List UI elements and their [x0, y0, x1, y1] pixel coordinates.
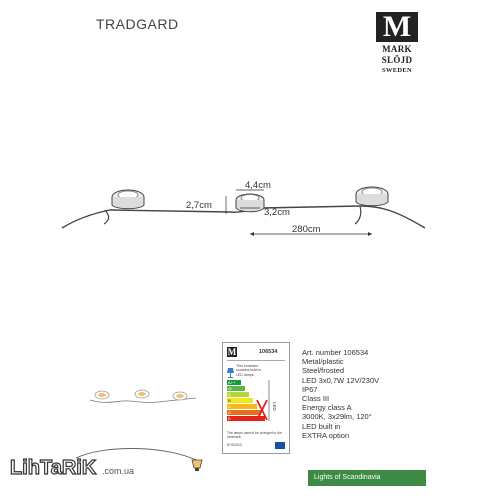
- spotlight-middle: [236, 194, 264, 212]
- energy-label-number: 106534: [259, 349, 278, 355]
- spec-led: LED 3x0,7W 12V/230V: [302, 375, 380, 385]
- specifications-list: [302, 348, 379, 440]
- spec-color: 3000K, 3x29lm, 120°: [302, 412, 372, 422]
- spec-extra: EXTRA option: [302, 430, 350, 440]
- brand-logo: [376, 12, 418, 82]
- spec-builtin: LED built in: [302, 421, 341, 431]
- diameter-label: 4,4cm: [245, 180, 271, 191]
- energy-label-divider: [227, 360, 285, 361]
- logo-line-2: SLÖJD: [381, 55, 413, 65]
- grade-a-plus: A+: [228, 386, 234, 392]
- energy-label-footer-note: The lamps cannot be changed in the luminaire.: [227, 431, 282, 439]
- grade-c: C: [228, 404, 231, 410]
- spec-energy: Energy class A: [302, 403, 352, 413]
- product-title: TRADGARD: [96, 16, 179, 32]
- product-dimension-diagram: [0, 150, 500, 260]
- energy-label-card: [222, 342, 290, 454]
- grade-b: B: [228, 398, 231, 404]
- logo-line-1: MARK: [382, 44, 412, 54]
- spotlight-right: [356, 187, 388, 206]
- watermark-domain: .com.ua: [102, 466, 135, 476]
- spec-class: Class III: [302, 394, 330, 404]
- energy-label-logo: M: [227, 347, 237, 357]
- height-label: 2,7cm: [186, 200, 212, 211]
- inner-diameter-label: 3,2cm: [264, 207, 290, 218]
- logo-line-3: SWEDEN: [382, 67, 412, 74]
- product-photo: [88, 386, 198, 410]
- lamp-icon: [227, 365, 234, 375]
- energy-label-regulation: 874/2012: [227, 443, 242, 447]
- grade-a: A: [228, 392, 231, 398]
- spec-finish: Steel/frosted: [302, 366, 345, 376]
- spec-ip: IP67: [302, 384, 318, 394]
- spotlight-left: [112, 190, 144, 209]
- energy-label-note: This luminaire contains built-in LED lamps.: [236, 364, 261, 377]
- grade-e: E: [228, 416, 231, 422]
- spec-material: Metal/plastic: [302, 357, 344, 367]
- grade-a-plus-plus: A++: [228, 380, 236, 386]
- led-side-label: LED: [272, 402, 277, 411]
- energy-scale: [227, 380, 285, 426]
- lamp-icon: [192, 460, 202, 471]
- logo-letter: M: [376, 12, 418, 42]
- length-label: 280cm: [292, 224, 321, 235]
- grade-d: D: [228, 410, 231, 416]
- spec-article: Art. number 106534: [302, 348, 369, 357]
- watermark-brand: LihTaRiK: [10, 457, 97, 479]
- cable-loop-right: [355, 206, 361, 224]
- eu-flag-icon: [275, 442, 285, 449]
- cable-loop-left: [104, 210, 109, 224]
- footer-tagline-bar: Lights of Scandinavia: [308, 470, 426, 486]
- watermark-logo: [6, 444, 206, 488]
